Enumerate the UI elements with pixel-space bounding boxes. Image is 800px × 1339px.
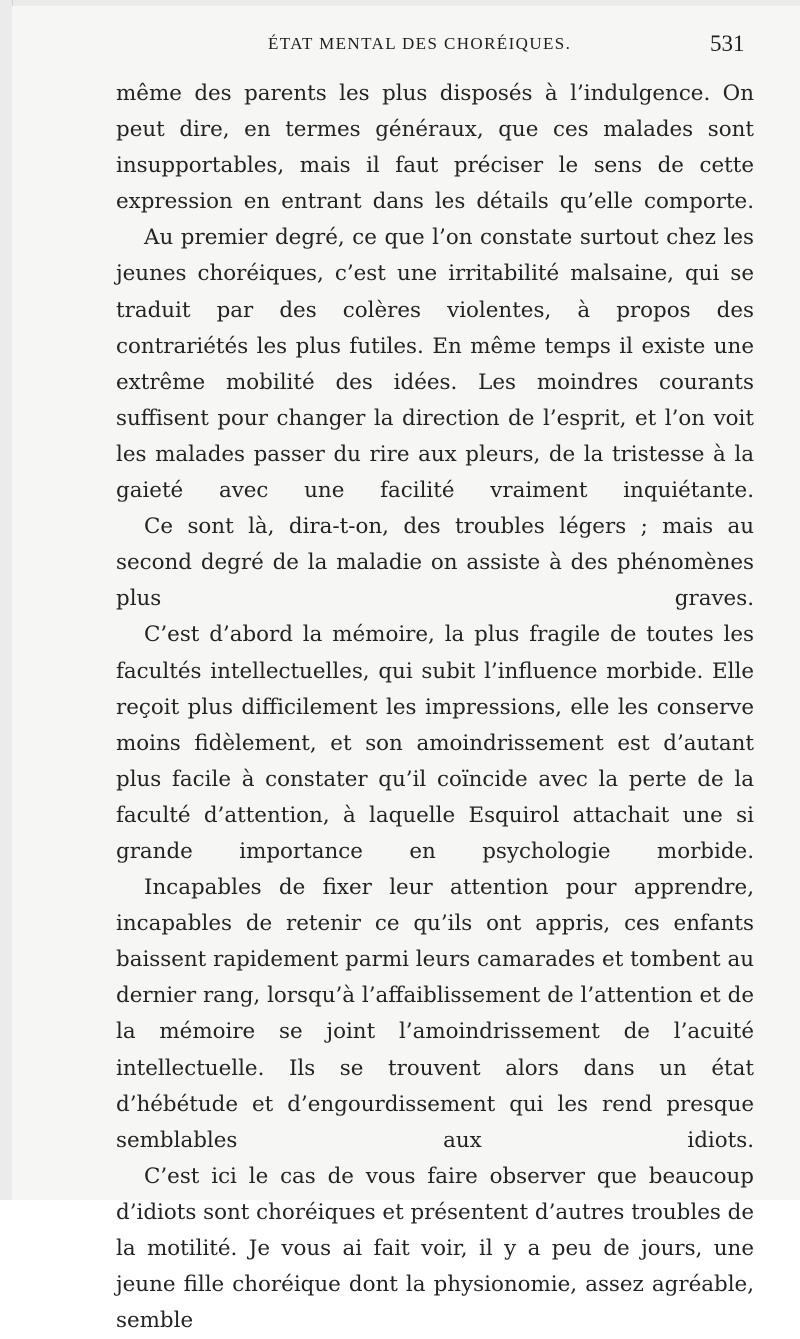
paragraph: Ce sont là, dira-t-on, des troubles légers ; mais au second degré de la maladie on assiste à des phénomènes plus graves. xyxy=(116,514,754,612)
paragraph: C’est d’abord la mémoire, la plus fragile de toutes les facultés intellectuelles, qui subit l’influence morbide. Elle reçoit plus difficilement les impressions, elle les conserve moins fidèlement, et son amoindrissement est d’autant plus facile à constater qu’il coïncide avec la perte de la faculté d’attention, à laquelle Esquirol attachait une si grande importance en psychologie morbide. xyxy=(116,622,754,864)
paragraph: C’est ici le cas de vous faire observer que beaucoup d’idiots sont choréiques et présentent d’autres troubles de la motilité. Je vous ai fait voir, il y a peu de jours, une jeune fille choréique dont la physionomie, assez agréable, semble xyxy=(116,1163,754,1334)
paragraph: Au premier degré, ce que l’on constate surtout chez les jeunes choréiques, c’est une irritabilité malsaine, qui se traduit par des colères violentes, à propos des contrariétés les plus futiles. En même temps il existe une extrême mobilité des idées. Les moindres courants suffisent pour changer la direction de l’esprit, et l’on voit les malades passer du rire aux pleurs, de la tristesse à la gaieté avec une facilité vraiment inquiétante. xyxy=(116,225,754,504)
page-number: 531 xyxy=(710,31,745,56)
paragraph: même des parents les plus disposés à l’indulgence. On peut dire, en termes généraux, que ces malades sont insupportables, mais il faut préciser le sens de cette expression en entrant dans les détails qu’elle comporte. xyxy=(116,81,754,215)
body-text xyxy=(116,76,754,1339)
paragraph: Incapables de fixer leur attention pour apprendre, incapables de retenir ce qu’ils ont appris, ces enfants baissent rapidement parmi leurs camarades et tombent au dernier rang, lorsqu’à l’affaiblissement de l’attention et de la mémoire se joint l’amoindrissement de l’acuité intellectuelle. Ils se trouvent alors dans un état d’hébétude et d’engourdissement qui les rend presque semblables aux idiots. xyxy=(116,875,754,1153)
running-header xyxy=(0,31,800,62)
running-title: ÉTAT MENTAL DES CHORÉIQUES. xyxy=(268,34,572,53)
